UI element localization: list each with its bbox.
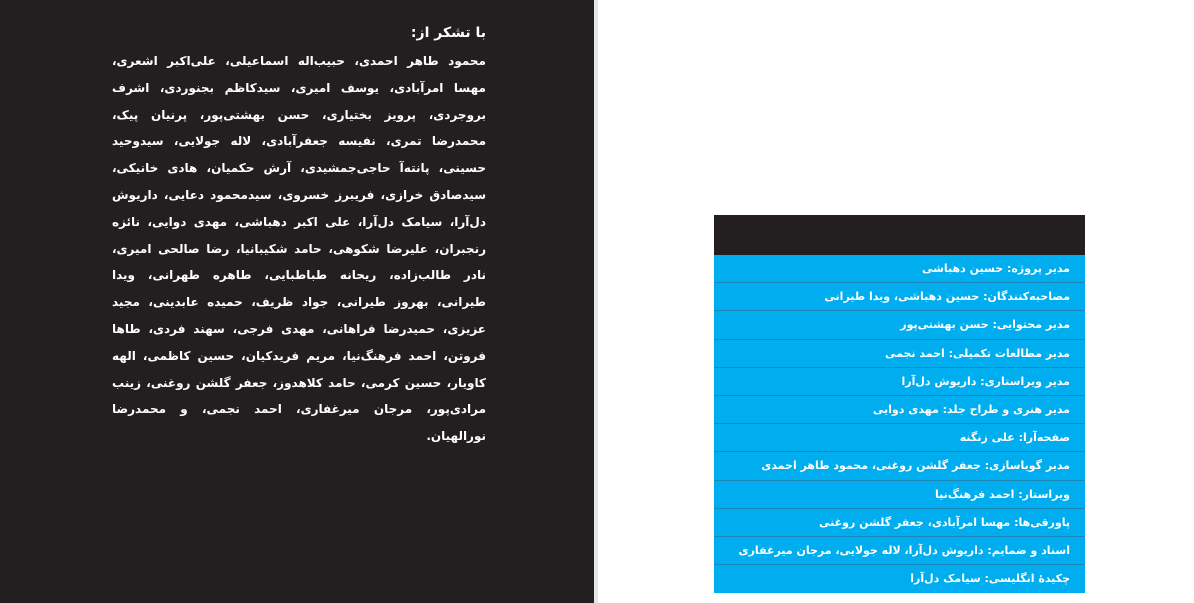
credit-row-editor: ویراستار: احمد فرهنگ‌نیا: [714, 481, 1085, 509]
right-page: [598, 0, 1194, 603]
credit-row-documents: اسناد و ضمایم: داریوش دل‌آرا، لاله جولایی، مرجان میرغفاری: [714, 537, 1085, 565]
credit-row-content-manager: مدیر محتوایی: حسن بهشتی‌پور: [714, 311, 1085, 339]
credit-row-supplementary-studies: مدیر مطالعات تکمیلی: احمد نجمی: [714, 340, 1085, 368]
credit-row-english-abstract: چکیدهٔ انگلیسی: سیامک دل‌آرا: [714, 565, 1085, 593]
credit-row-interviewers: مصاحبه‌کنندگان: حسین دهباشی، ویدا طیرانی: [714, 283, 1085, 311]
acknowledgements-title: با تشکر از:: [410, 25, 486, 41]
acknowledgements-section: [112, 22, 486, 450]
left-page: [0, 0, 594, 603]
credit-row-editing-manager: مدیر ویراستاری: داریوش دل‌آرا: [714, 368, 1085, 396]
credits-header-bar: [714, 215, 1085, 255]
credit-row-footnotes: پاورقی‌ها: مهسا امرآبادی، جعفر گلشن روغنی: [714, 509, 1085, 537]
credit-row-project-manager: مدیر پروژه: حسین دهباشی: [714, 255, 1085, 283]
credit-row-clarification-manager: مدیر گویاسازی: جعفر گلشن روغنی، محمود طاهر احمدی: [714, 452, 1085, 480]
credit-row-layout: صفحه‌آرا: علی زنگنه: [714, 424, 1085, 452]
acknowledgements-body: محمود طاهر احمدی، حبیب‌اله اسماعیلی، علی‌اکبر اشعری، مهسا امرآبادی، یوسف امیری، سیدکاظم بجنوردی، اشرف بروجردی، پرویز بختیاری، حسن بهشتی‌پور، پرنیان پیک، محمدرضا تمری، نفیسه جعفرآبادی، لاله جولایی، سیدوحید حسینی، پانته‌آ حاجی‌جمشیدی، آرش حکمیان، هادی خانیکی، سیدصادق خرازی، فریبرز خسروی، سیدمحمود دعایی، داریوش دل‌آرا، سیامک دل‌آرا، علی اکبر دهباشی، مهدی دوایی، نائزه رنجبران، علیرضا شکوهی، حامد شکیبانیا، رضا صالحی امیری، نادر طالب‌زاده، ریحانه طباطبایی، طاهره طهرانی، ویدا طیرانی، بهروز طیرانی، جواد ظریف، حمیده عابدینی، مجید عزیزی، حمیدرضا فراهانی، مهدی فرجی، سهند فردی، طاها فروتن، احمد فرهنگ‌نیا، مریم فریدکیان، حسین کاظمی، الهه کاویار، حسین کرمی، حامد کلاهدوز، جعفر گلشن روغنی، زینب مرادی‌پور، مرجان میرغفاری، احمد نجمی، و محمدرضا نورالهیان.: [112, 54, 486, 444]
credit-row-art-director: مدیر هنری و طراح جلد: مهدی دوایی: [714, 396, 1085, 424]
credits-box: [714, 215, 1085, 603]
